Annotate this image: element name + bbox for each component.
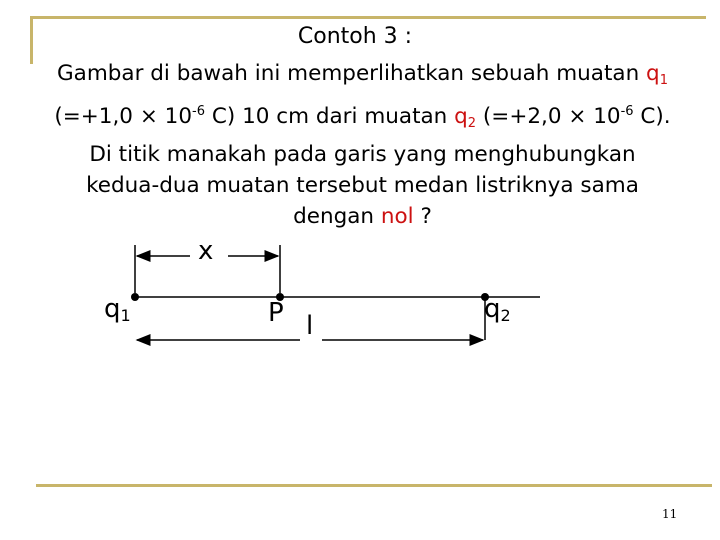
page-number: 11	[662, 507, 678, 521]
q1-label: $q_1$	[104, 294, 131, 325]
problem-line-4: kedua-dua muatan tersebut medan listriknya sama	[86, 173, 639, 198]
problem-line-3: Di titik manakah pada garis yang menghubungkan	[89, 142, 636, 167]
problem-line-1: Gambar di bawah ini memperlihatkan sebuah muatan $q_1$	[57, 61, 668, 88]
x-label: x	[198, 236, 214, 266]
p-label: P	[268, 298, 284, 328]
l-label: l	[306, 311, 314, 341]
q1-charge-dot	[131, 293, 139, 301]
problem-line-2: ($=+1,0 \times 10^{-6}$ C) 10 cm dari muatan $q_2$ ($=+2,0 \times 10^{-6}$ C).	[54, 104, 671, 131]
problem-line-5: dengan nol ?	[293, 204, 432, 229]
slide-title: Contoh 3 :	[297, 24, 413, 49]
q2-label: $q_2$	[484, 294, 511, 325]
